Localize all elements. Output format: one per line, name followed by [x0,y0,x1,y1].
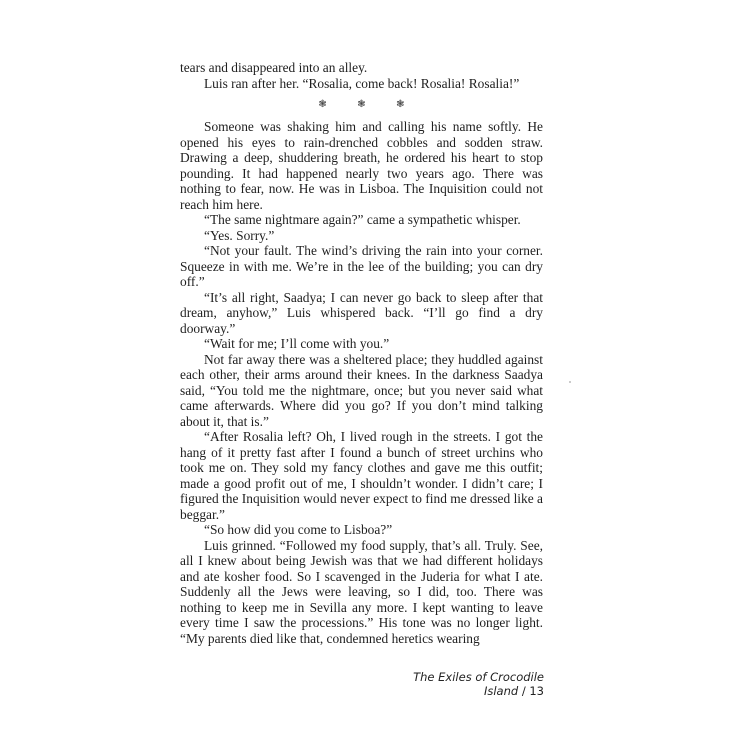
scan-speck [569,381,571,383]
running-footer [384,670,544,698]
paragraph: “After Rosalia left? Oh, I lived rough in the streets. I got the hang of it pretty fast after I found a bunch of street urchins who took me on. They sold my fancy clothes and gave me this outfit; made a good profit out of me, I shouldn’t wonder. I didn’t care; I figured the Inquisition would never expect to find me dressed like a beggar.” [180,429,543,522]
footer-separator: / [518,684,530,698]
paragraph: Not far away there was a sheltered place; they huddled against each other, their arms around their knees. In the darkness Saadya said, “You told me the nightmare, once; but you never said what came afterwards. Where did you go? If you don’t mind talking about it, that is.” [180,351,543,429]
paragraph: “The same nightmare again?” came a sympathetic whisper. [204,212,521,227]
paragraph: Someone was shaking him and calling his name softly. He opened his eyes to rain-drenched cobbles and sodden straw. Drawing a deep, shuddering breath, he ordered his heart to stop pounding. It had happened nearly two years ago. There was nothing to fear, now. He was in Lisboa. The Inquisition could not reach him here. [180,119,543,212]
body-text [180,60,543,646]
paragraph: “Yes. Sorry.” [204,227,275,243]
paragraph: “It’s all right, Saadya; I can never go back to sleep after that dream, anyhow,” Luis whispered back. “I’ll go find a dry doorway.” [180,289,543,336]
paragraph: Luis ran after her. “Rosalia, come back! Rosalia! Rosalia!” [204,75,520,91]
paragraph: “Wait for me; I’ll come with you.” [204,336,390,351]
paragraph: “Not your fault. The wind’s driving the rain into your corner. Squeeze in with me. We’re in the lee of the building; you can dry off.” [180,243,543,289]
paragraph: “So how did you come to Lisboa?” [204,522,393,537]
section-break-ornament: ❃ ❃ ❃ [318,99,419,110]
paragraph: tears and disappeared into an alley. [180,60,368,75]
page-number: 13 [529,684,544,698]
footer-book-title: The Exiles of Crocodile Island [413,670,544,698]
paragraph: Luis grinned. “Followed my food supply, that’s all. Truly. See, all I knew about being Jewish was that we had different holidays and ate kosher food. So I scavenged in the Juderia for what I ate. Suddenly all the Jews were leaving, so I did, too. There was nothing to keep me in Sevilla any more. I kept wanting to leave every time I saw the processions.” His tone was no longer light. “My parents died like that, condemned heretics wearing [180,537,543,646]
